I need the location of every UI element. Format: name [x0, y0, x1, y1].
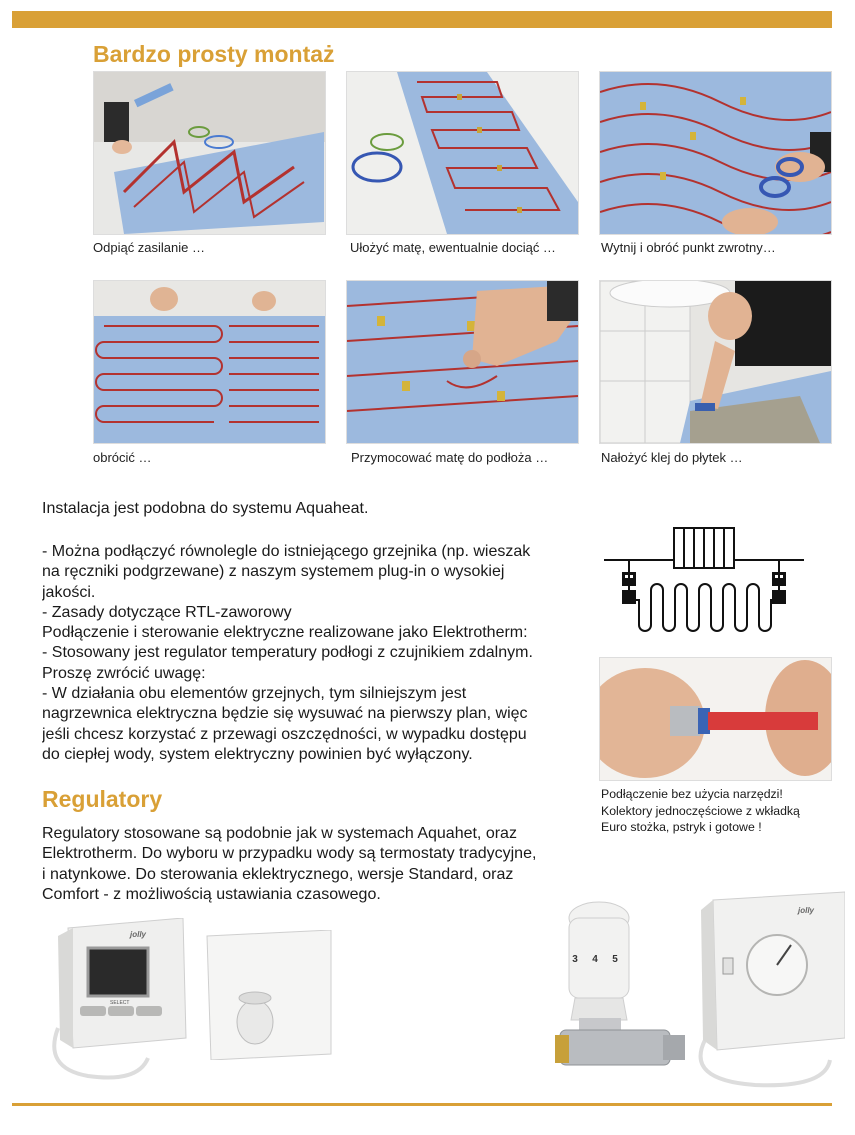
- text-line: - Można podłączyć równolegle do istniejącego grzejnika (np. wieszak: [42, 543, 531, 560]
- text-line: - W działania obu elementów grzejnych, tym silniejszym jest: [42, 685, 467, 703]
- select-button-label: SELECT: [110, 1000, 130, 1006]
- text-line: nagrzewnica elektryczna będzie się wysuwać na pierwszy plan, więc: [42, 705, 528, 723]
- caption-line: Podłączenie bez użycia narzędzi!: [601, 787, 783, 801]
- text-line: jakości.: [42, 583, 96, 601]
- step-caption: Wytnij i obróć punkt zwrotny…: [601, 240, 776, 255]
- digital-thermostat-image: [48, 918, 193, 1086]
- regulators-description: [42, 824, 602, 910]
- step-photo-unplug: [93, 71, 326, 235]
- top-accent-bar: [12, 11, 832, 28]
- step-photo-lay-mat: [346, 71, 579, 235]
- text-line: Proszę zwrócić uwagę:: [42, 664, 206, 682]
- text-line: Elektrotherm. Do wyboru w przypadku wody są termostaty tradycyjne,: [42, 845, 537, 863]
- caption-line: Kolektory jednoczęściowe z wkładką: [601, 803, 800, 818]
- step-caption: obrócić …: [93, 450, 152, 465]
- section-title-regulators: Regulatory: [42, 786, 163, 812]
- text-line: Podłączenie i sterowanie elektryczne realizowane jako Elektrotherm:: [42, 624, 528, 642]
- step-caption: Przymocować matę do podłoża …: [351, 450, 549, 465]
- step-photo-flip: [93, 280, 326, 444]
- text-line: na ręczniki podgrzewane) z naszym systemem plug-in o wysokiej: [42, 563, 505, 581]
- valve-scale-mark: 4: [592, 954, 598, 965]
- radiator-connection-diagram: [604, 520, 830, 635]
- valve-scale: [565, 954, 625, 965]
- brand-logo: jolly: [798, 906, 815, 915]
- installation-intro: Instalacja jest podobna do systemu Aquaheat.: [42, 500, 369, 517]
- text-line: i natynkowe. Do sterowania eklektrycznego, wersje Standard, oraz: [42, 865, 514, 883]
- step-photo-adhesive: [599, 280, 832, 444]
- text-line: do ciepłej wody, system elektryczny powinien być wyłączony.: [42, 745, 473, 763]
- text-line: - Stosowany jest regulator temperatury podłogi z czujnikiem zdalnym.: [42, 644, 533, 662]
- bottom-accent-bar: [12, 1103, 832, 1106]
- step-photo-fix-mat: [346, 280, 579, 444]
- valve-scale-mark: 3: [572, 954, 578, 965]
- step-caption: Odpiąć zasilanie …: [93, 240, 205, 255]
- text-line: Comfort - z możliwością ustawiania czasowego.: [42, 885, 381, 903]
- wall-mounted-valve-box-image: [203, 930, 335, 1060]
- valve-scale-mark: 5: [612, 954, 618, 965]
- step-photo-cut: [599, 71, 832, 235]
- step-caption: Ułożyć matę, ewentualnie dociąć …: [350, 240, 556, 255]
- caption-line: Euro stożka, pstryk i gotowe !: [601, 820, 762, 834]
- text-line: jeśli chcesz korzystać z przewagi oszczędności, w wypadku dostępu: [42, 725, 527, 743]
- analog-thermostat-image: [695, 890, 845, 1090]
- installation-notes: [42, 542, 602, 772]
- thermostatic-valve-image: [555, 900, 690, 1080]
- connection-caption: [601, 786, 800, 836]
- text-line: - Zasady dotyczące RTL-zaworowy: [42, 603, 292, 621]
- step-caption: Nałożyć klej do płytek …: [601, 450, 743, 465]
- brand-logo: jolly: [130, 930, 147, 939]
- quick-connector-photo: [599, 657, 832, 781]
- text-line: Regulatory stosowane są podobnie jak w systemach Aquahet, oraz: [42, 825, 517, 842]
- section-title-mounting: Bardzo prosty montaż: [93, 41, 335, 67]
